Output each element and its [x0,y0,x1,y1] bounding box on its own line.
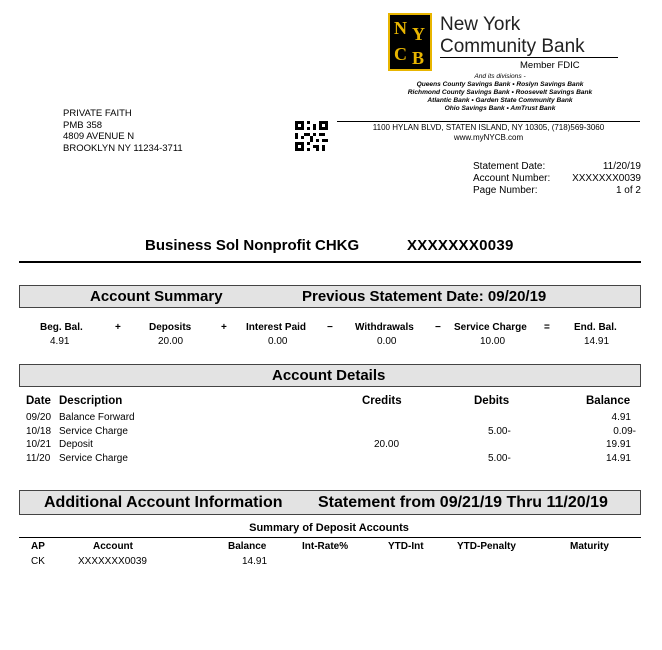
customer-address-line: 4809 AVENUE N [63,131,135,142]
deposit-summary-title: Summary of Deposit Accounts [249,522,409,534]
customer-name: PRIVATE FAITH [63,108,132,119]
summary-col-withdrawals: Withdrawals [355,322,414,333]
summary-withdrawals-value: 0.00 [377,336,397,347]
row-balance: 19.91 [605,439,631,450]
summary-col-beg: Beg. Bal. [40,322,83,333]
previous-statement-date: Previous Statement Date: 09/20/19 [302,288,547,305]
row-balance: 14.91 [605,452,631,464]
row-balance: 4.91 [611,412,631,423]
row-date: 09/20 [26,412,52,423]
bank-contact [337,123,640,143]
account-details-bar [19,364,641,387]
row-balance: 0.09- [613,425,636,437]
barcode-icon [295,121,328,151]
details-col-date: Date [26,395,51,407]
account-number: XXXXXXX0039 [572,173,641,184]
account-summary-heading: Account Summary [90,288,223,305]
page-number-label: Page Number: [473,185,538,196]
logo-letter-n: N [394,18,407,38]
page-number: 1 of 2 [615,185,641,196]
deposit-row-account: XXXXXXX0039 [78,556,147,567]
row-debit: 5.00- [488,425,511,437]
account-title-number: XXXXXXX0039 [407,237,514,254]
summary-end-value: 14.91 [584,336,610,347]
details-col-credits: Credits [362,395,402,407]
statement-info [473,161,641,197]
account-number-label: Account Number: [473,173,551,184]
bank-address-rule [337,121,640,122]
deposit-col-ytd-penalty: YTD-Penalty [457,541,516,552]
deposit-col-ytd-int: YTD-Int [388,541,424,552]
additional-info-bar [19,490,641,515]
table-row [26,438,636,452]
deposit-col-account: Account [93,541,133,552]
bank-name-line1: New York [440,14,521,35]
title-divider [19,261,641,263]
row-description: Service Charge [59,425,128,437]
summary-op: = [544,322,550,333]
statement-date-label: Statement Date: [473,161,546,172]
row-debit: 5.00- [488,452,511,464]
customer-address-line: BROOKLYN NY 11234-3711 [63,142,183,154]
additional-info-heading: Additional Account Information [44,494,283,511]
account-title: Business Sol Nonprofit CHKG [145,237,360,254]
bank-address: 1100 HYLAN BLVD, STATEN ISLAND, NY 10305, (718)569-3060 [372,123,605,132]
details-col-debits: Debits [474,395,510,407]
summary-deposits-value: 20.00 [158,336,184,347]
table-row [26,452,636,466]
deposit-row-balance: 14.91 [242,556,268,567]
bank-name-line2: Community Bank [440,36,585,57]
details-col-balance: Balance [586,395,631,407]
row-description: Balance Forward [59,412,135,423]
summary-col-interest: Interest Paid [246,322,307,333]
details-rows [26,411,636,465]
table-row [26,411,636,425]
customer-address [63,108,183,154]
deposit-col-maturity: Maturity [570,541,609,552]
statement-date: 11/20/19 [602,161,641,172]
row-credit: 20.00 [374,439,400,450]
deposit-col-balance: Balance [228,541,267,552]
bank-divisions [350,73,650,113]
divisions-intro: And its divisions - [474,73,526,80]
summary-op: + [115,322,121,333]
bank-logo [388,13,432,71]
bank-name-rule [440,57,618,58]
account-summary-bar [19,285,641,308]
details-col-description: Description [59,395,123,407]
logo-letter-y: Y [412,24,425,44]
deposit-row-ap: CK [31,556,45,567]
division-line: Atlantic Bank • Garden State Community Bank [427,97,573,104]
deposit-col-rate: Int-Rate% [302,541,349,552]
division-line: Richmond County Savings Bank • Roosevelt Savings Bank [407,89,593,96]
summary-col-service: Service Charge [454,322,527,333]
summary-op: + [221,322,227,333]
row-description: Deposit [59,439,93,450]
deposit-summary-rule [19,537,641,538]
statement-period: Statement from 09/21/19 Thru 11/20/19 [318,494,608,511]
account-details-heading: Account Details [272,367,386,384]
bank-name [440,14,585,58]
deposit-col-ap: AP [31,541,45,552]
table-row [26,425,636,439]
logo-letter-c: C [394,44,407,64]
summary-col-deposits: Deposits [149,322,192,333]
bank-website: www.myNYCB.com [453,133,524,142]
summary-col-end: End. Bal. [574,322,617,333]
row-date: 11/20 [26,452,51,464]
customer-address-line: PMB 358 [63,119,103,131]
row-description: Service Charge [59,452,128,464]
row-date: 10/18 [26,425,52,437]
summary-beg-value: 4.91 [50,336,70,347]
summary-service-value: 10.00 [480,336,506,347]
member-fdic: Member FDIC [520,60,580,71]
division-line: Ohio Savings Bank • AmTrust Bank [444,105,556,112]
division-line: Queens County Savings Bank • Roslyn Savings Bank [416,81,584,88]
logo-letter-b: B [412,48,425,68]
row-date: 10/21 [26,439,52,450]
summary-op: − [327,322,333,333]
summary-op: − [435,322,441,333]
summary-interest-value: 0.00 [268,336,288,347]
